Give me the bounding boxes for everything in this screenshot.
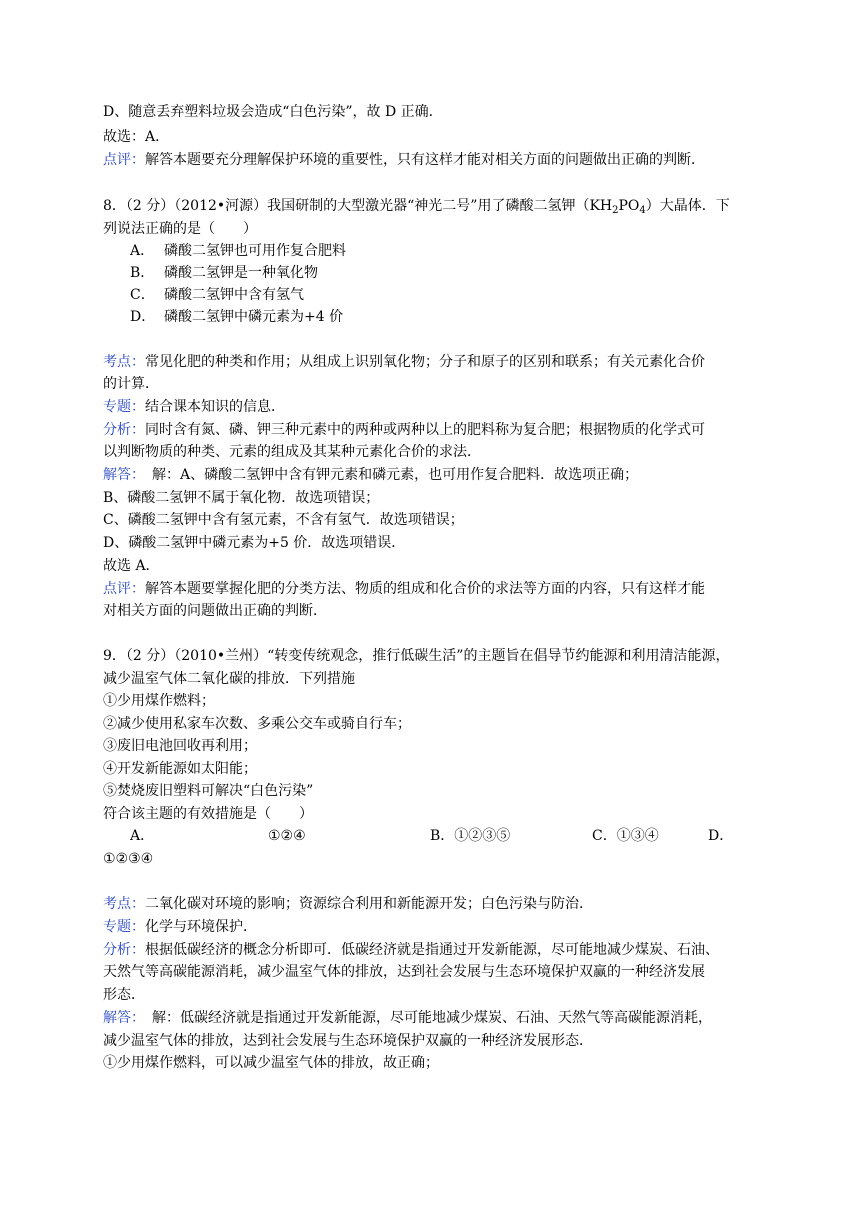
kaodian-text: 常见化肥的种类和作用；从组成上识别氧化物；分子和原子的区别和联系；有关元素化合价 <box>145 354 705 370</box>
q9-option-d-text: ①②③④ <box>103 851 154 867</box>
q9-option-a-text: ①②④ <box>268 828 306 844</box>
q8-option-d <box>130 306 790 328</box>
option-text: 磷酸二氢钾中含有氢气 <box>164 287 304 303</box>
zhuanti-label: 专题： <box>103 399 145 415</box>
fenxi-text: 同时含有氮、磷、钾三种元素中的两种或两种以上的肥料称为复合肥；根据物质的化学式可 <box>145 422 705 438</box>
kaodian-label: 考点： <box>103 354 145 370</box>
q9-fenxi-line-1 <box>103 939 763 961</box>
option-letter: B． <box>130 265 155 281</box>
prev-choice-line: 故选：A． <box>103 129 170 145</box>
q9-item-4: ④开发新能源如太阳能； <box>103 761 257 777</box>
q9-item-5: ⑤焚烧废旧塑料可解决“白色污染” <box>103 783 314 799</box>
q8-jieda-line-1 <box>103 464 763 486</box>
q9-fenxi-line-3: 形态． <box>103 987 145 1003</box>
option-text: 磷酸二氢钾是一种氧化物 <box>164 265 318 281</box>
q9-ask-line: 符合该主题的有效措施是（ ） <box>103 806 313 822</box>
q9-item-3: ③废旧电池回收再利用； <box>103 738 257 754</box>
q8-kaodian-line-2: 的计算． <box>103 376 159 392</box>
zhuanti-text: 化学与环境保护． <box>145 919 257 935</box>
kaodian-text: 二氧化碳对环境的影响；资源综合利用和新能源开发；白色污染与防治． <box>145 896 593 912</box>
kaodian-label: 考点： <box>103 896 145 912</box>
q9-fenxi-line-2: 天然气等高碳能源消耗，减少温室气体的排放，达到社会发展与生态环境保护双赢的一种经济发展 <box>103 964 705 980</box>
subscript-2: 2 <box>612 205 619 216</box>
jieda-label: 解答： <box>103 1010 138 1026</box>
q9-kaodian-line <box>103 893 763 915</box>
q8-zhuanti-line <box>103 396 763 418</box>
q8-stem-part: 8．（2 分）（2012•河源）我国研制的大型激光器“神光二号”用了磷酸二氢钾（KH <box>103 198 613 214</box>
prev-answer-d-line: D、随意丢弃塑料垃圾会造成“白色污染”，故 D 正确． <box>103 104 443 120</box>
option-letter: D． <box>130 309 156 325</box>
zhuanti-text: 结合课本知识的信息． <box>145 399 285 415</box>
zhuanti-label: 专题： <box>103 919 145 935</box>
q8-fenxi-line-2: 以判断物质的种类、元素的组成及其某种元素化合价的求法． <box>103 444 481 460</box>
jieda-text: 解：A、磷酸二氢钾中含有钾元素和磷元素，也可用作复合肥料．故选项正确； <box>138 467 639 483</box>
q8-stem-part: PO <box>618 198 640 214</box>
comment-text: 解答本题要掌握化肥的分类方法、物质的组成和化合价的求法等方面的内容，只有这样才能 <box>145 581 705 597</box>
comment-text: 解答本题要充分理解保护环境的重要性，只有这样才能对相关方面的问题做出正确的判断． <box>145 152 705 168</box>
q9-option-c: C．①③④ <box>592 828 659 844</box>
q8-jieda-line-3: C、磷酸二氢钾中含有氢元素，不含有氢气．故选项错误； <box>103 512 464 528</box>
jieda-label: 解答： <box>103 467 138 483</box>
fenxi-label: 分析： <box>103 422 145 438</box>
q9-jieda-line-3: ①少用煤作燃料，可以减少温室气体的排放，故正确； <box>103 1055 439 1071</box>
option-letter: A． <box>130 243 155 259</box>
fenxi-label: 分析： <box>103 942 145 958</box>
q8-stem-part: ）大晶体．下 <box>645 198 730 214</box>
fenxi-text: 根据低碳经济的概念分析即可．低碳经济就是指通过开发新能源，尽可能地减少煤炭、石油、 <box>145 942 719 958</box>
q9-option-d-letter: D． <box>708 828 734 844</box>
q9-item-2: ②减少使用私家车次数、多乘公交车或骑自行车； <box>103 716 411 732</box>
q8-comment-line-1 <box>103 578 763 600</box>
q8-option-a <box>130 240 790 262</box>
comment-label: 点评： <box>103 581 145 597</box>
q8-stem-line-2: 列说法正确的是（ ） <box>103 221 257 237</box>
jieda-text: 解：低碳经济就是指通过开发新能源，尽可能地减少煤炭、石油、天然气等高碳能源消耗， <box>138 1010 712 1026</box>
q9-jieda-line-2: 减少温室气体的排放，达到社会发展与生态环境保护双赢的一种经济发展形态． <box>103 1033 593 1049</box>
q9-option-b: B．①②③⑤ <box>430 828 511 844</box>
q9-item-1: ①少用煤作燃料； <box>103 693 215 709</box>
option-text: 磷酸二氢钾中磷元素为+4 价 <box>164 309 344 325</box>
option-text: 磷酸二氢钾也可用作复合肥料 <box>164 243 346 259</box>
q8-option-c <box>130 284 790 306</box>
q9-jieda-line-1 <box>103 1007 763 1029</box>
q8-choice-line: 故选 A． <box>103 558 160 574</box>
q8-comment-line-2: 对相关方面的问题做出正确的判断． <box>103 603 327 619</box>
q9-stem-line-2: 减少温室气体二氧化碳的排放．下列措施 <box>103 671 355 687</box>
q9-option-a-letter: A． <box>130 828 155 844</box>
q9-zhuanti-line <box>103 916 763 938</box>
q8-option-b <box>130 262 790 284</box>
prev-comment-line <box>103 149 763 171</box>
q8-kaodian-line-1 <box>103 351 763 373</box>
q8-jieda-line-4: D、磷酸二氢钾中磷元素为+5 价．故选项错误． <box>103 535 406 551</box>
q8-fenxi-line-1 <box>103 419 763 441</box>
q8-jieda-line-2: B、磷酸二氢钾不属于氧化物．故选项错误； <box>103 490 380 506</box>
option-letter: C． <box>130 287 155 303</box>
q9-stem-line-1: 9．（2 分）（2010•兰州）“转变传统观念，推行低碳生活”的主题旨在倡导节约能源和利用清洁能源， <box>103 648 730 664</box>
subscript-4: 4 <box>639 205 646 216</box>
comment-label: 点评： <box>103 152 145 168</box>
